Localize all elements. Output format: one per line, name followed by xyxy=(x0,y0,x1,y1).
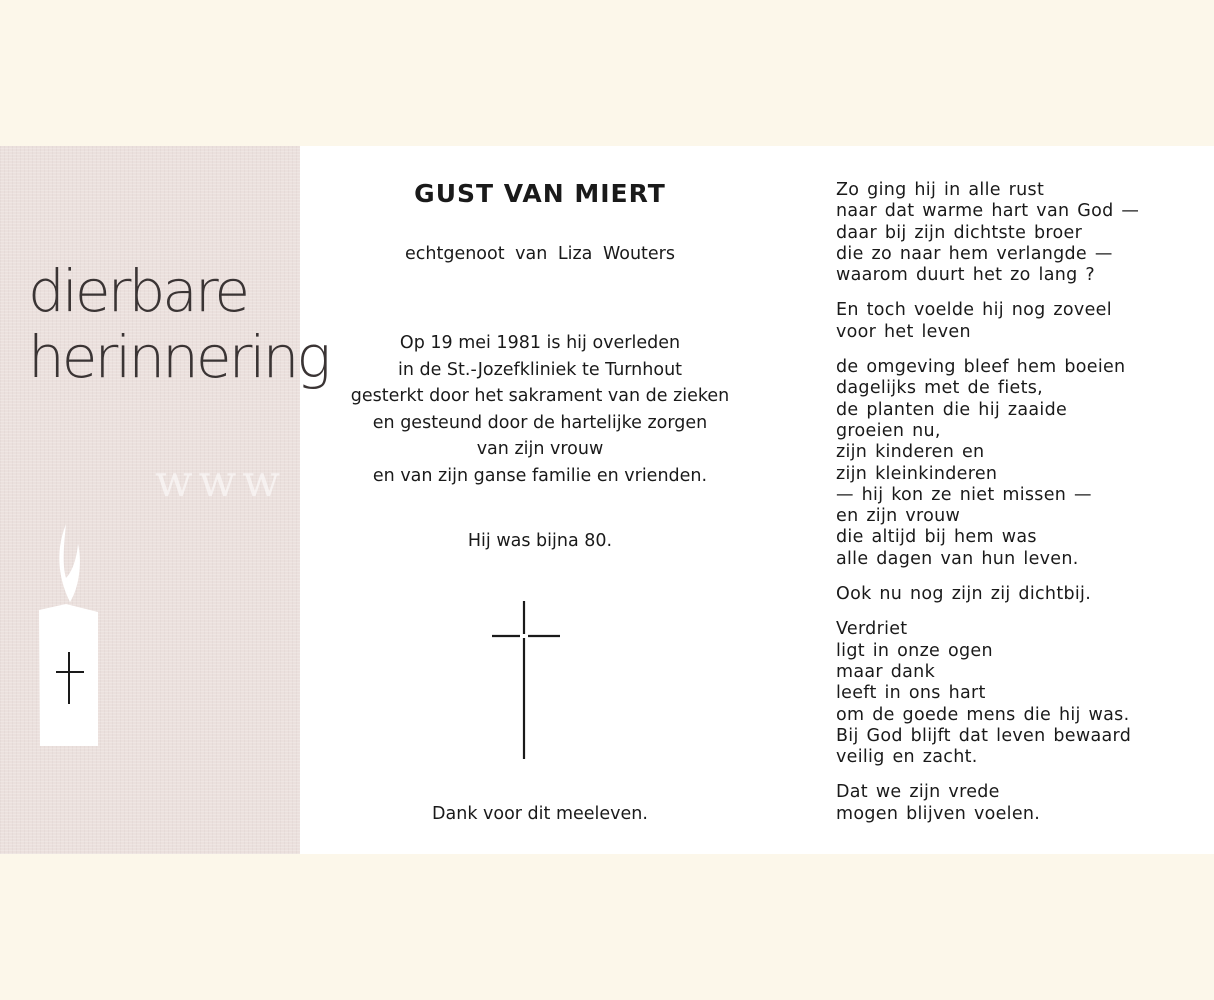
cover-panel xyxy=(0,146,329,854)
poem-line: die zo naar hem verlangde — xyxy=(836,243,1113,264)
poem-line: En toch voelde hij nog zoveel xyxy=(836,300,1112,321)
poem-line: voor het leven xyxy=(836,321,971,342)
bio-line: van zijn vrouw xyxy=(476,439,604,460)
candle-flame xyxy=(59,524,80,602)
poem-line: naar dat warme hart van God — xyxy=(836,201,1140,222)
thanks-line: Dank voor dit meeleven. xyxy=(432,804,648,824)
poem-line: de omgeving bleef hem boeien xyxy=(836,357,1126,378)
poem-line: Ook nu nog zijn zij dichtbij. xyxy=(836,584,1092,605)
poem-line: om de goede mens die hij was. xyxy=(836,704,1130,725)
poem-line: dagelijks met de fiets, xyxy=(836,378,1044,399)
poem-line: Verdriet xyxy=(836,619,908,640)
poem-line: alle dagen van hun leven. xyxy=(836,548,1079,569)
cover-title: dierbare herinnering xyxy=(28,257,329,391)
poem-line: mogen blijven voelen. xyxy=(836,803,1041,824)
bio-line: en gesteund door de hartelijke zorgen xyxy=(372,412,708,433)
poem-line: — hij kon ze niet missen — xyxy=(836,484,1092,505)
death-notice xyxy=(320,330,760,490)
poem-stanza xyxy=(836,180,1196,286)
watermark: www xyxy=(155,456,286,507)
poem-line: zijn kinderen en xyxy=(836,442,985,463)
poem-line: en zijn vrouw xyxy=(836,506,961,527)
poem-line: die altijd bij hem was xyxy=(836,527,1037,548)
bio-line: en van zijn ganse familie en vrienden. xyxy=(372,465,708,486)
cross-icon xyxy=(490,601,562,761)
poem xyxy=(836,180,1196,839)
poem-line: Bij God blijft dat leven bewaard xyxy=(836,725,1132,746)
spouse-line: echtgenoot van Liza Wouters xyxy=(405,244,675,264)
memorial-card xyxy=(0,146,1214,854)
age-line: Hij was bijna 80. xyxy=(467,531,613,551)
poem-stanza xyxy=(836,357,1196,570)
poem-line: leeft in ons hart xyxy=(836,683,986,704)
poem-line: de planten die hij zaaide xyxy=(836,399,1068,420)
poem-line: waarom duurt het zo lang ? xyxy=(836,265,1095,286)
poem-line: Zo ging hij in alle rust xyxy=(836,180,1045,200)
deceased-name: GUST VAN MIERT xyxy=(414,179,666,208)
candle-with-cross-icon xyxy=(36,524,106,746)
poem-line: maar dank xyxy=(836,661,936,682)
poem-line: zijn kleinkinderen xyxy=(836,463,998,484)
poem-stanza xyxy=(836,619,1196,768)
poem-stanza xyxy=(836,300,1196,343)
poem-stanza xyxy=(836,584,1196,605)
poem-line: daar bij zijn dichtste broer xyxy=(836,222,1083,243)
bio-line: in de St.-Jozefkliniek te Turnhout xyxy=(397,359,683,380)
poem-stanza xyxy=(836,782,1196,825)
poem-line: groeien nu, xyxy=(836,420,941,441)
poem-line: veilig en zacht. xyxy=(836,747,978,768)
bio-line: Op 19 mei 1981 is hij overleden xyxy=(399,333,681,353)
poem-line: ligt in onze ogen xyxy=(836,640,993,661)
bio-line: gesterkt door het sakrament van de zieken xyxy=(350,386,730,407)
poem-line: Dat we zijn vrede xyxy=(836,782,1000,803)
